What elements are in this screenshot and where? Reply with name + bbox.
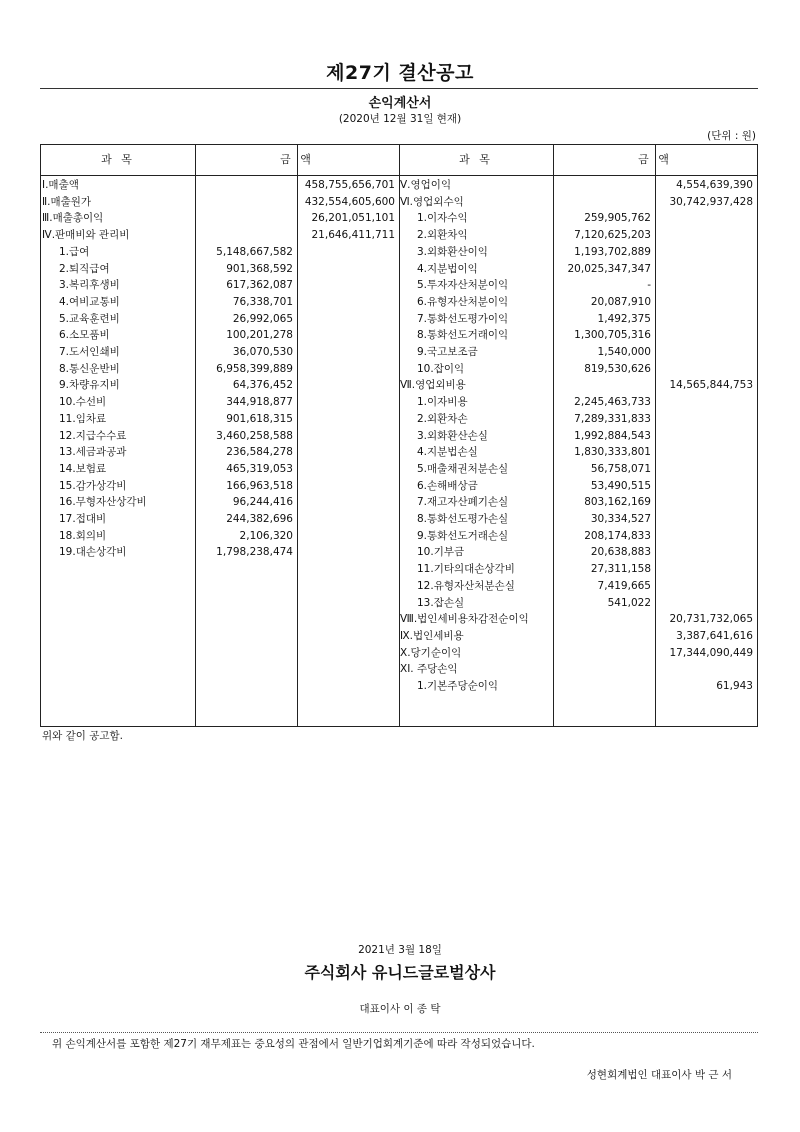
detail-amount: 56,758,071	[590, 462, 651, 475]
detail-amount: 901,618,315	[226, 412, 293, 425]
account-label: 8.통화선도평가손실	[417, 513, 509, 525]
detail-amount: 1,193,702,889	[574, 245, 651, 258]
table-row	[41, 261, 397, 277]
right-item-header: 과 목	[459, 153, 493, 166]
detail-amount: 617,362,087	[226, 279, 293, 292]
detail-amount: 259,905,762	[584, 212, 651, 225]
detail-amount: 344,918,877	[226, 396, 293, 409]
account-label: 7.도서인쇄비	[59, 346, 120, 358]
detail-amount: 244,382,696	[226, 513, 293, 525]
account-label: 1.급여	[59, 245, 90, 258]
detail-amount: 7,419,665	[597, 579, 651, 592]
table-row	[399, 494, 755, 510]
account-label: 3.외화환산손실	[417, 429, 488, 442]
table-row	[399, 561, 755, 577]
account-label: Ⅹ.당기순이익	[400, 646, 462, 659]
left-amount-header: 금 액	[280, 153, 314, 166]
announcement-date: 2021년 3월 18일	[358, 944, 442, 956]
account-label: 4.지분법손실	[417, 446, 478, 459]
table-row	[41, 377, 397, 393]
income-statement-table	[40, 144, 758, 727]
detail-amount: 36,070,530	[232, 346, 293, 358]
table-row	[399, 177, 755, 193]
title-underline	[40, 88, 758, 89]
detail-amount: 7,120,625,203	[574, 229, 651, 242]
account-label: 4.지분법이익	[417, 262, 478, 275]
table-row	[41, 227, 397, 243]
left-item-header: 과 목	[101, 153, 135, 166]
detail-amount: 64,376,452	[232, 379, 293, 392]
table-row	[399, 344, 755, 360]
account-label: 13.세금과공과	[59, 446, 127, 459]
total-amount: 20,731,732,065	[669, 613, 753, 626]
account-label: 1.기본주당순이익	[417, 680, 499, 692]
detail-amount: 5,148,667,582	[216, 245, 293, 258]
detail-amount: 100,201,278	[226, 329, 293, 342]
account-label: 12.지급수수료	[59, 429, 127, 442]
table-row	[41, 361, 397, 377]
account-label: 10.기부금	[417, 546, 465, 559]
detail-amount: 30,334,527	[590, 513, 651, 525]
table-row	[399, 227, 755, 243]
account-label: 8.통신운반비	[59, 362, 120, 375]
detail-amount: 1,798,238,474	[216, 546, 293, 559]
table-row	[399, 194, 755, 210]
table-row	[399, 428, 755, 444]
detail-amount: 53,490,515	[590, 479, 651, 492]
account-label: 1.이자수익	[417, 212, 468, 225]
total-amount: 17,344,090,449	[669, 646, 753, 659]
total-amount: 458,755,656,701	[304, 179, 395, 191]
total-amount: 14,565,844,753	[669, 379, 753, 392]
auditor-statement: 위 손익계산서를 포함한 제27기 재무제표는 중요성의 관점에서 일반기업회계기준에 따라 작성되었습니다.	[52, 1038, 535, 1050]
table-row	[41, 177, 397, 193]
account-label: 19.대손상각비	[59, 546, 127, 559]
account-label: 15.감가상각비	[59, 479, 127, 492]
detail-amount: 96,244,416	[232, 496, 293, 509]
detail-amount: 6,958,399,889	[216, 362, 293, 375]
table-row	[399, 628, 755, 644]
account-label: 2.외환차손	[417, 412, 468, 425]
account-label: 7.재고자산폐기손실	[417, 496, 509, 509]
table-row	[41, 544, 397, 560]
right-amount-header: 금 액	[638, 153, 672, 166]
auditor-signature: 성현회계법인 대표이사 박 근 서	[586, 1069, 732, 1081]
table-row	[399, 277, 755, 293]
table-row	[399, 394, 755, 410]
table-row	[41, 294, 397, 310]
total-amount: 30,742,937,428	[669, 195, 753, 208]
table-row	[41, 511, 397, 527]
account-label: 5.매출채권처분손실	[417, 462, 509, 475]
announcement-note: 위와 같이 공고함.	[42, 730, 124, 742]
total-amount: 4,554,639,390	[676, 179, 753, 191]
account-label: 9.차량유지비	[59, 379, 120, 392]
table-row	[399, 478, 755, 494]
account-label: XI. 주당손익	[400, 663, 458, 676]
account-label: 2.퇴직급여	[59, 262, 110, 275]
currency-unit: (단위 : 원)	[707, 130, 756, 142]
account-label: 11.기타의대손상각비	[417, 563, 515, 576]
detail-amount: 2,245,463,733	[574, 396, 651, 409]
detail-amount: -	[647, 279, 651, 292]
account-label: 2.외환차익	[417, 229, 468, 242]
table-row	[399, 311, 755, 327]
account-label: Ⅴ.영업이익	[400, 179, 452, 191]
detail-amount: 76,338,701	[232, 295, 293, 308]
account-label: 10.수선비	[59, 396, 107, 409]
table-row	[399, 678, 755, 694]
detail-amount: 819,530,626	[584, 362, 651, 375]
statement-period: (2020년 12월 31일 현재)	[338, 113, 462, 125]
account-label: 5.투자자산처분이익	[417, 279, 509, 292]
account-label: 16.무형자산상각비	[59, 496, 147, 509]
detail-amount: 803,162,169	[584, 496, 651, 509]
account-label: 11.임차료	[59, 412, 107, 425]
account-label: Ⅰ.매출액	[42, 179, 79, 191]
account-label: 14.보험료	[59, 462, 107, 475]
detail-amount: 26,992,065	[232, 312, 293, 325]
detail-amount: 1,830,333,801	[574, 446, 651, 459]
table-row	[399, 461, 755, 477]
account-label: Ⅸ.법인세비용	[400, 629, 464, 642]
account-label: 9.통화선도거래손실	[417, 529, 509, 542]
account-label: 18.회의비	[59, 529, 107, 542]
account-label: 3.복리후생비	[59, 279, 120, 292]
statement-title: 손익계산서	[368, 96, 432, 111]
account-label: 6.소모품비	[59, 329, 110, 342]
table-row	[399, 645, 755, 661]
total-amount: 3,387,641,616	[676, 629, 753, 642]
table-row	[399, 528, 755, 544]
account-label: 6.유형자산처분이익	[417, 295, 509, 308]
detail-amount: 901,368,592	[226, 262, 293, 275]
detail-amount: 20,025,347,347	[567, 262, 651, 275]
account-label: Ⅵ.영업외수익	[400, 195, 464, 208]
table-row	[41, 311, 397, 327]
total-amount: 21,646,411,711	[311, 229, 395, 242]
header-divider	[41, 175, 757, 176]
account-label: Ⅲ.매출총이익	[42, 212, 104, 225]
total-amount: 432,554,605,600	[304, 195, 395, 208]
account-label: 5.교육훈련비	[59, 312, 120, 325]
detail-amount: 20,087,910	[590, 295, 651, 308]
table-row	[41, 461, 397, 477]
table-row	[41, 210, 397, 226]
table-row	[399, 244, 755, 260]
detail-amount: 236,584,278	[226, 446, 293, 459]
detail-amount: 1,492,375	[597, 312, 651, 325]
detail-amount: 1,300,705,316	[574, 329, 651, 342]
account-label: 13.잡손실	[417, 596, 465, 609]
detail-amount: 465,319,053	[226, 462, 293, 475]
table-row	[41, 327, 397, 343]
table-row	[41, 277, 397, 293]
table-row	[41, 494, 397, 510]
table-row	[399, 578, 755, 594]
table-row	[41, 244, 397, 260]
detail-amount: 27,311,158	[590, 563, 651, 576]
account-label: 9.국고보조금	[417, 346, 478, 358]
detail-amount: 1,992,884,543	[574, 429, 651, 442]
table-row	[41, 194, 397, 210]
table-row	[399, 327, 755, 343]
table-row	[41, 394, 397, 410]
dotted-divider	[40, 1032, 758, 1033]
account-label: 8.통화선도거래이익	[417, 329, 509, 342]
account-label: Ⅱ.매출원가	[42, 195, 92, 208]
table-row	[41, 428, 397, 444]
ceo-name: 대표이사 이 종 탁	[359, 1003, 441, 1015]
account-label: Ⅳ.판매비와 관리비	[42, 229, 130, 242]
table-row	[399, 544, 755, 560]
account-label: 7.통화선도평가이익	[417, 312, 509, 325]
document-title: 제27기 결산공고	[326, 62, 474, 84]
table-row	[399, 261, 755, 277]
table-row	[399, 361, 755, 377]
detail-amount: 20,638,883	[590, 546, 651, 559]
company-name: 주식회사 유니드글로벌상사	[304, 963, 496, 982]
table-row	[41, 411, 397, 427]
table-row	[399, 411, 755, 427]
table-row	[399, 377, 755, 393]
table-row	[399, 444, 755, 460]
detail-amount: 208,174,833	[584, 529, 651, 542]
account-label: 3.외화환산이익	[417, 245, 488, 258]
detail-amount: 2,106,320	[239, 529, 293, 542]
total-amount: 26,201,051,101	[311, 212, 395, 225]
table-row	[399, 511, 755, 527]
detail-amount: 541,022	[607, 596, 651, 609]
table-row	[399, 210, 755, 226]
table-row	[41, 528, 397, 544]
account-label: 17.접대비	[59, 513, 107, 525]
account-label: 12.유형자산처분손실	[417, 579, 515, 592]
account-label: 6.손해배상금	[417, 479, 478, 492]
table-row	[399, 661, 755, 677]
detail-amount: 7,289,331,833	[574, 412, 651, 425]
total-amount: 61,943	[716, 680, 753, 692]
table-row	[41, 344, 397, 360]
account-label: 4.여비교통비	[59, 295, 120, 308]
table-row	[41, 444, 397, 460]
detail-amount: 166,963,518	[226, 479, 293, 492]
table-row	[41, 478, 397, 494]
detail-amount: 1,540,000	[597, 346, 651, 358]
account-label: 10.잡이익	[417, 362, 465, 375]
account-label: Ⅶ.영업외비용	[400, 379, 466, 392]
table-row	[399, 611, 755, 627]
account-label: Ⅷ.법인세비용차감전순이익	[400, 613, 529, 626]
account-label: 1.이자비용	[417, 396, 468, 409]
table-row	[399, 294, 755, 310]
detail-amount: 3,460,258,588	[216, 429, 293, 442]
table-row	[399, 595, 755, 611]
